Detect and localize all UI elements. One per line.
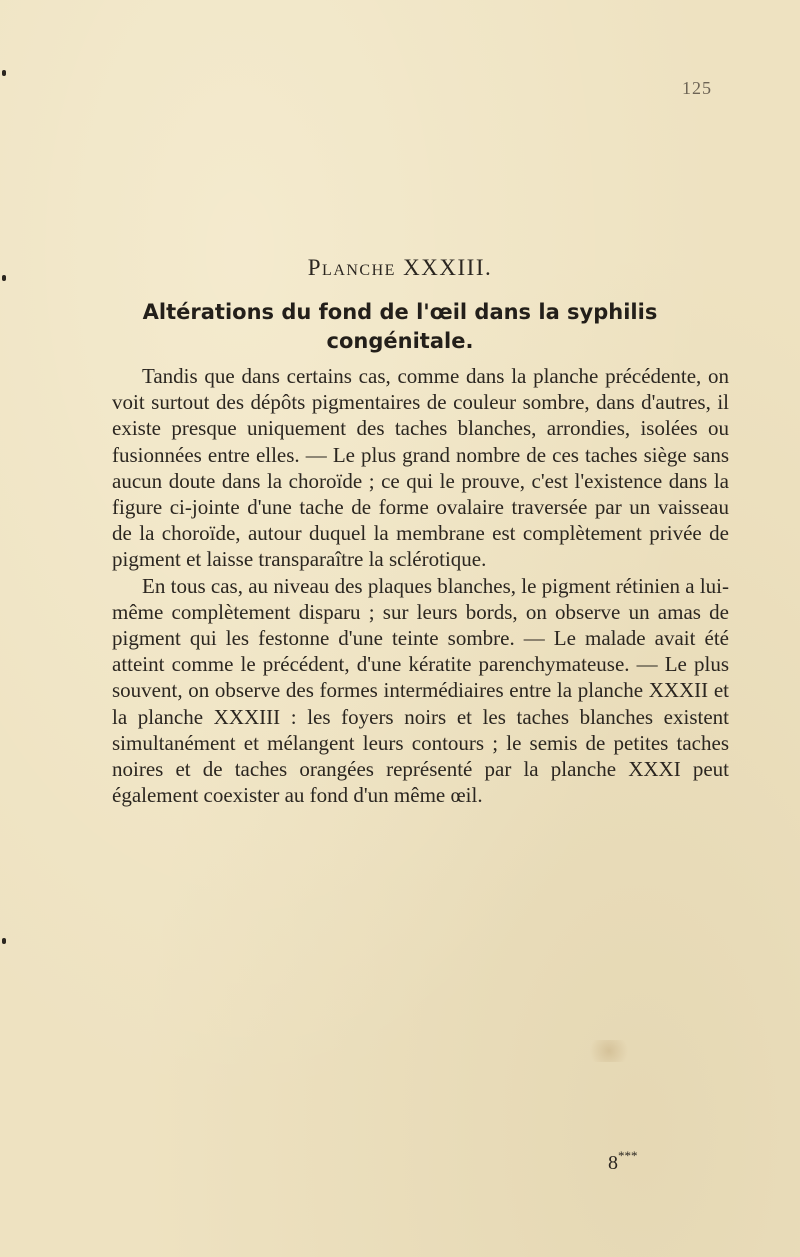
paragraph: Tandis que dans certains cas, comme dans la planche précédente, on voit surtout des dépôts pigmentaires de couleur sombre, dans d'autres, il existe presque uniquement des taches blanches, arrondies, isolées ou fusionnées entre elles. — Le plus grand nombre de ces taches siège sans aucun doute dans la choroïde ; ce qui le prouve, c'est l'existence dans la figure ci-jointe d'une tache de forme ovalaire traversée par un vaisseau de la choroïde, autour duquel la membrane est complètement privée de pigment et laisse transparaître la sclérotique. bbox=[112, 364, 729, 572]
chapter-title: Altérations du fond de l'œil dans la syphilis congénitale. bbox=[142, 300, 658, 353]
signature-mark bbox=[608, 1148, 638, 1175]
body-text bbox=[112, 363, 729, 808]
page-number: 125 bbox=[682, 78, 712, 98]
signature-stars: *** bbox=[618, 1148, 638, 1163]
paragraph: En tous cas, au niveau des plaques blanches, le pigment rétinien a lui-même complètement disparu ; sur leurs bords, on observe un amas de pigment qui les festonne d'une teinte sombre. — Le malade avait été atteint comme le précédent, d'une kératite parenchymateuse. — Le plus souvent, on observe des formes intermédiaires entre la planche XXXII et la planche XXXIII : les foyers noirs et les taches blanches existent simultanément et mélangent leurs contours ; le semis de petites taches noires et de taches orangées représenté par la planche XXXI peut également coexister au fond d'un même œil. bbox=[112, 573, 729, 808]
signature-number: 8 bbox=[608, 1152, 618, 1174]
plate-heading: Planche XXXIII. bbox=[307, 255, 493, 280]
edge-mark bbox=[2, 938, 6, 944]
paper-stain bbox=[584, 1040, 634, 1062]
edge-mark bbox=[2, 70, 6, 76]
